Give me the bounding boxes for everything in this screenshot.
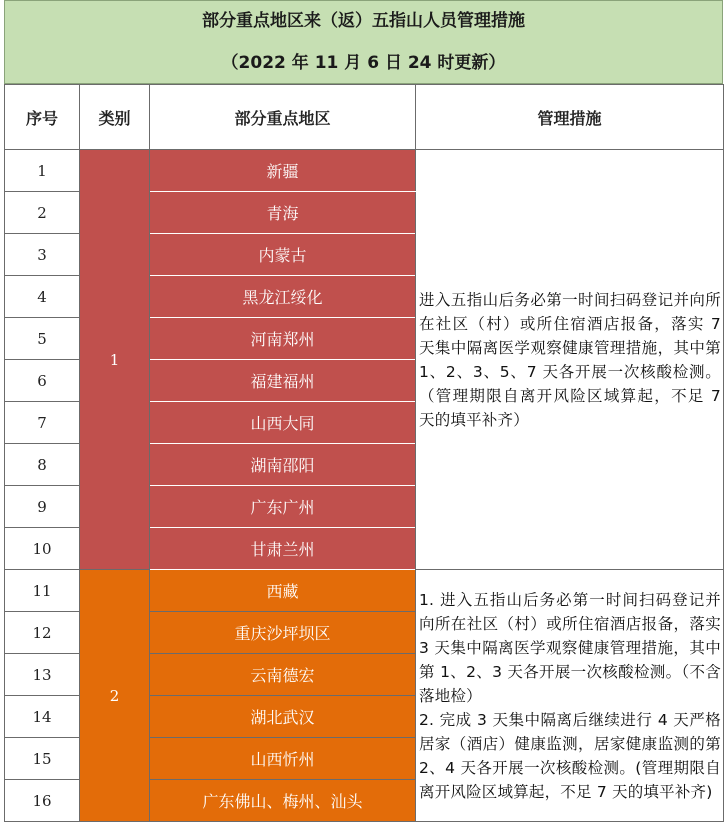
measure-cell	[416, 570, 724, 822]
region-cell: 广东广州	[150, 486, 416, 528]
row-index: 12	[5, 612, 80, 654]
header-index: 序号	[5, 85, 80, 150]
measure-item: 1. 进入五指山后务必第一时间扫码登记并向所在社区（村）或所住宿酒店报备，落实 3 天集中隔离医学观察健康管理措施，其中第 1、2、3 天各开展一次核酸检测。（不含落地检）	[419, 590, 721, 705]
region-cell: 内蒙古	[150, 234, 416, 276]
region-cell: 福建福州	[150, 360, 416, 402]
region-cell: 湖南邵阳	[150, 444, 416, 486]
category-cell: 1	[80, 150, 150, 570]
row-index: 16	[5, 780, 80, 822]
row-index: 9	[5, 486, 80, 528]
page-title: 部分重点地区来（返）五指山人员管理措施	[202, 11, 525, 31]
measure-item: 2. 完成 3 天集中隔离后继续进行 4 天严格居家（酒店）健康监测，居家健康监测的第 2、4 天各开展一次核酸检测。(管理期限自离开风险区域算起，不足 7 天的填平补齐)	[419, 710, 721, 801]
region-cell: 黑龙江绥化	[150, 276, 416, 318]
region-cell: 广东佛山、梅州、汕头	[150, 780, 416, 822]
region-cell: 重庆沙坪坝区	[150, 612, 416, 654]
row-index: 8	[5, 444, 80, 486]
table-row	[5, 570, 724, 612]
region-cell: 青海	[150, 192, 416, 234]
header-row	[5, 85, 724, 150]
row-index: 3	[5, 234, 80, 276]
category-cell: 2	[80, 570, 150, 822]
region-cell: 湖北武汉	[150, 696, 416, 738]
region-cell: 甘肃兰州	[150, 528, 416, 570]
row-index: 13	[5, 654, 80, 696]
row-index: 4	[5, 276, 80, 318]
measure-cell: 进入五指山后务必第一时间扫码登记并向所在社区（村）或所住宿酒店报备，落实 7 天集中隔离医学观察健康管理措施，其中第 1、2、3、5、7 天各开展一次核酸检测。（管理期限自离开风险区域算起，不足 7 天的填平补齐）	[416, 150, 724, 570]
table-row	[5, 150, 724, 192]
region-cell: 云南德宏	[150, 654, 416, 696]
row-index: 15	[5, 738, 80, 780]
row-index: 14	[5, 696, 80, 738]
row-index: 1	[5, 150, 80, 192]
measures-table	[4, 84, 724, 822]
header-region: 部分重点地区	[150, 85, 416, 150]
region-cell: 新疆	[150, 150, 416, 192]
row-index: 7	[5, 402, 80, 444]
region-cell: 河南郑州	[150, 318, 416, 360]
header-category: 类别	[80, 85, 150, 150]
update-time: （2022 年 11 月 6 日 24 时更新）	[221, 53, 506, 73]
row-index: 5	[5, 318, 80, 360]
title-banner	[4, 0, 723, 84]
row-index: 10	[5, 528, 80, 570]
region-cell: 山西忻州	[150, 738, 416, 780]
table-body	[5, 150, 724, 822]
header-measure: 管理措施	[416, 85, 724, 150]
row-index: 2	[5, 192, 80, 234]
row-index: 11	[5, 570, 80, 612]
row-index: 6	[5, 360, 80, 402]
region-cell: 山西大同	[150, 402, 416, 444]
region-cell: 西藏	[150, 570, 416, 612]
measures-sheet	[4, 0, 723, 822]
